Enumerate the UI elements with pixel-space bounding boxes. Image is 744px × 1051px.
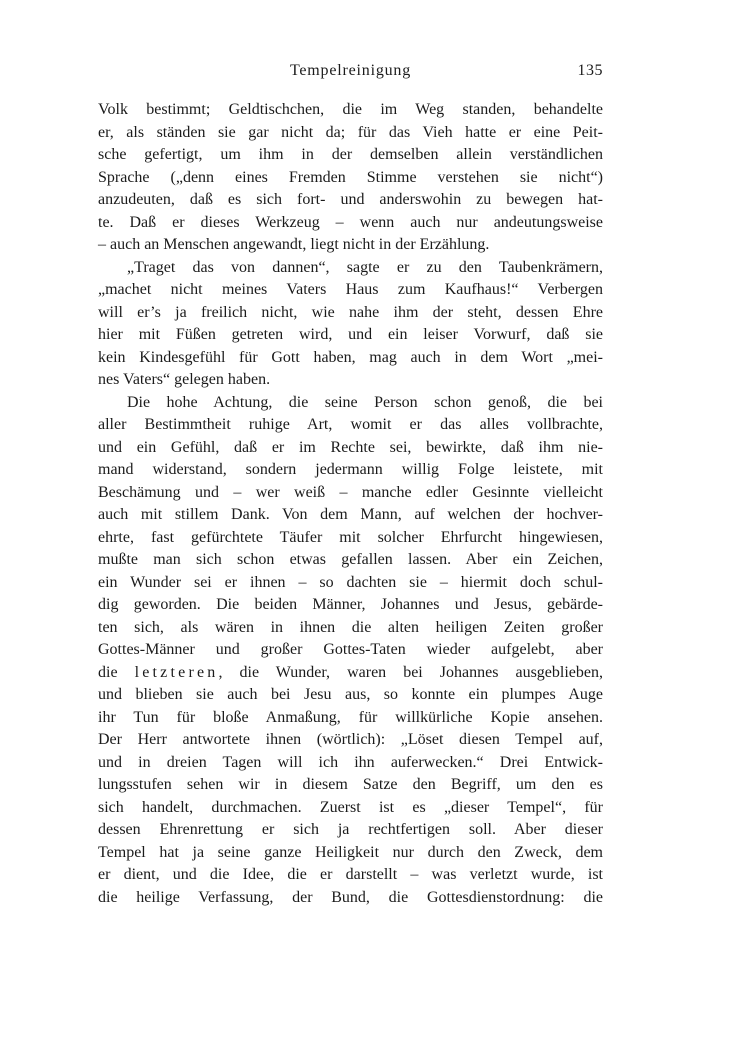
text-block: [98, 99, 603, 909]
text-line: mand widerstand, sondern jedermann willig Folge leistete, mit: [98, 461, 603, 478]
text-line: ein Wunder sei er ihnen – so dachten sie – hiermit doch schul-: [98, 573, 603, 591]
text-line: ihr Tun für bloße Anmaßung, für willkürliche Kopie ansehen.: [98, 708, 603, 726]
paragraph: [98, 392, 603, 910]
text-line: hier mit Füßen getreten wird, und ein leiser Vorwurf, daß sie: [98, 326, 603, 343]
running-header-title: Tempelreinigung: [289, 62, 412, 79]
text-line: Gottes-Männer und großer Gottes-Taten wieder aufgelebt, aber: [98, 641, 603, 658]
text-line: nes Vaters“ gelegen haben.: [98, 371, 271, 388]
page-number: 135: [577, 62, 603, 79]
text-line: ehrte, fast gefürchtete Täufer mit solcher Ehrfurcht hingewiesen,: [98, 528, 603, 546]
text-line: Sprache („denn eines Fremden Stimme verstehen sie nicht“): [98, 168, 603, 186]
text-line: die l e t z t e r e n , die Wunder, waren bei Johannes ausgeblieben,: [98, 663, 603, 681]
text-line: „Traget das von dannen“, sagte er zu den Taubenkrämern,: [127, 258, 603, 276]
text-line: Die hohe Achtung, die seine Person schon genoß, die bei: [127, 393, 603, 411]
text-line: „machet nicht meines Vaters Haus zum Kaufhaus!“ Verbergen: [98, 281, 603, 298]
text-line: ten sich, als wären in ihnen die alten heiligen Zeiten großer: [98, 618, 603, 636]
text-line: Der Herr antwortete ihnen (wörtlich): „Löset diesen Tempel auf,: [98, 731, 603, 748]
text-line: dig geworden. Die beiden Männer, Johannes und Jesus, gebärde-: [98, 596, 603, 613]
running-header: [98, 62, 603, 79]
text-line: aller Bestimmtheit ruhige Art, womit er das alles vollbrachte,: [98, 416, 603, 433]
text-line: er, als ständen sie gar nicht da; für das Vieh hatte er eine Peit-: [98, 123, 603, 141]
text-line: dessen Ehrenrettung er sich ja rechtfertigen soll. Aber dieser: [98, 821, 603, 838]
text-line: und blieben sie auch bei Jesu aus, so konnte ein plumpes Auge: [98, 686, 603, 703]
text-line: mußte man sich schon etwas gefallen lassen. Aber ein Zeichen,: [98, 551, 603, 568]
text-line: lungsstufen sehen wir in diesem Satze den Begriff, um den es: [98, 776, 603, 793]
text-line: auch mit stillem Dank. Von dem Mann, auf welchen der hochver-: [98, 506, 603, 523]
text-line: – auch an Menschen angewandt, liegt nicht in der Erzählung.: [98, 236, 490, 253]
text-line: er dient, und die Idee, die er darstellt – was verletzt wurde, ist: [98, 866, 603, 883]
text-line: Tempel hat ja seine ganze Heiligkeit nur durch den Zweck, dem: [98, 843, 603, 861]
text-line: die heilige Verfassung, der Bund, die Gottesdienstordnung: die: [98, 888, 603, 906]
text-line: sche gefertigt, um ihm in der demselben allein verständlichen: [98, 146, 603, 163]
text-line: will er’s ja freilich nicht, wie nahe ihm der steht, dessen Ehre: [98, 303, 603, 321]
paragraph: [98, 257, 603, 392]
paragraph: [98, 99, 603, 257]
text-line: und in dreien Tagen will ich ihn auferwecken.“ Drei Entwick-: [98, 753, 603, 771]
text-line: Volk bestimmt; Geldtischchen, die im Weg standen, behandelte: [98, 101, 603, 118]
book-page: [98, 62, 603, 909]
text-line: te. Daß er dieses Werkzeug – wenn auch nur andeutungsweise: [98, 213, 603, 231]
text-line: sich handelt, durchmachen. Zuerst ist es „dieser Tempel“, für: [98, 798, 603, 816]
text-line: anzudeuten, daß es sich fort- und anderswohin zu bewegen hat-: [98, 191, 603, 208]
text-line: und ein Gefühl, daß er im Rechte sei, bewirkte, daß ihm nie-: [98, 438, 603, 456]
text-line: Beschämung und – wer weiß – manche edler Gesinnte vielleicht: [98, 483, 603, 501]
text-line: kein Kindesgefühl für Gott haben, mag auch in dem Wort „mei-: [98, 348, 603, 366]
